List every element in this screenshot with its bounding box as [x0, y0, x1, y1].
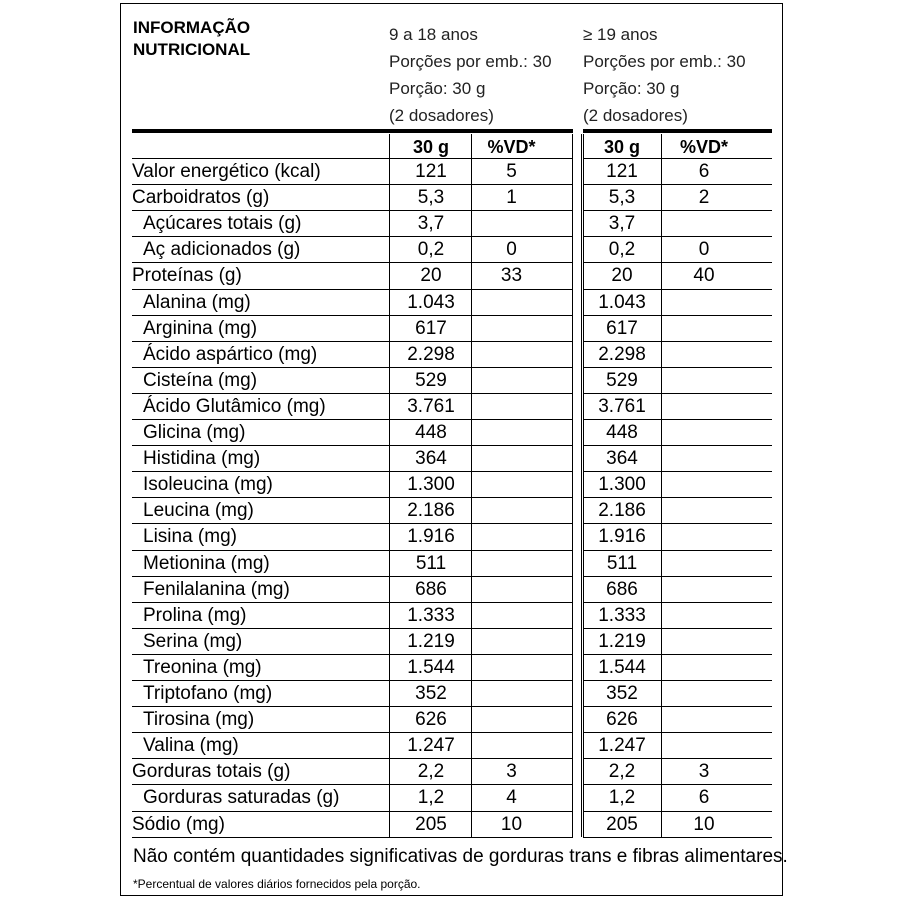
amount-cell: 1.219: [407, 631, 455, 652]
amount-cell: 2,2: [417, 761, 445, 782]
row-divider: [132, 289, 573, 290]
nutrient-label: Gorduras totais (g): [132, 761, 291, 782]
serving-info-9-18: [389, 21, 552, 129]
column-header: %VD*: [679, 137, 728, 157]
nutrient-label: Aç adicionados (g): [143, 239, 301, 260]
nutrient-label: Treonina (mg): [143, 657, 262, 678]
row-divider: [132, 393, 573, 394]
amount-cell: 1.247: [407, 735, 455, 756]
row-divider: [583, 680, 772, 681]
header-rule-right: [583, 129, 772, 133]
row-divider: [583, 393, 772, 394]
row-divider: [583, 732, 772, 733]
row-divider: [583, 262, 772, 263]
amount-cell: 205: [606, 814, 638, 835]
nutrition-facts-panel: [120, 3, 788, 896]
servings-per-package: Porções por emb.: 30: [389, 52, 552, 71]
nutrient-label: Serina (mg): [143, 631, 243, 652]
amount-cell: 1.544: [598, 657, 646, 678]
amount-cell: 2.186: [598, 500, 646, 521]
amount-cell: 1.300: [598, 474, 646, 495]
serving-measure: (2 dosadores): [583, 106, 688, 125]
dv-cell: 1: [506, 187, 517, 208]
amount-cell: 1.333: [598, 605, 646, 626]
amount-cell: 0,2: [608, 239, 636, 260]
amount-cell: 529: [606, 370, 638, 391]
nutrient-label: Arginina (mg): [143, 318, 258, 339]
row-divider: [583, 837, 772, 838]
row-divider: [132, 576, 573, 577]
row-divider: [583, 289, 772, 290]
column-divider: [389, 134, 390, 837]
nutrient-label: Carboidratos (g): [132, 187, 270, 208]
row-divider: [583, 628, 772, 629]
amount-cell: 448: [415, 422, 447, 443]
amount-cell: 3,7: [608, 213, 636, 234]
nutrient-label: Proteínas (g): [132, 265, 242, 286]
amount-cell: 20: [611, 265, 633, 286]
row-divider: [132, 184, 573, 185]
amount-cell: 2.298: [598, 344, 646, 365]
row-divider: [132, 445, 573, 446]
row-divider: [132, 628, 573, 629]
row-divider: [132, 497, 573, 498]
amount-cell: 20: [420, 265, 442, 286]
row-divider: [583, 210, 772, 211]
amount-cell: 1.916: [598, 526, 646, 547]
nutrient-label: Ácido aspártico (mg): [143, 344, 318, 365]
row-divider: [132, 236, 573, 237]
serving-size: Porção: 30 g: [583, 79, 680, 98]
nutrient-label: Gorduras saturadas (g): [143, 787, 340, 808]
row-divider: [132, 837, 573, 838]
amount-cell: 1,2: [417, 787, 445, 808]
row-divider: [132, 706, 573, 707]
dv-cell: 2: [698, 187, 710, 208]
nutrient-label: Glicina (mg): [143, 422, 246, 443]
dv-cell: 0: [506, 239, 517, 260]
nutrient-label: Alanina (mg): [143, 292, 251, 313]
row-divider: [583, 184, 772, 185]
amount-cell: 3.761: [407, 396, 455, 417]
row-divider: [132, 367, 573, 368]
row-divider: [132, 680, 573, 681]
row-divider: [132, 262, 573, 263]
amount-cell: 352: [415, 683, 447, 704]
dv-cell: 5: [506, 161, 517, 182]
amount-cell: 1.247: [598, 735, 646, 756]
dv-cell: 10: [500, 814, 523, 835]
row-divider: [583, 497, 772, 498]
amount-cell: 511: [415, 553, 447, 574]
dv-cell: 6: [698, 161, 710, 182]
amount-cell: 2.186: [407, 500, 455, 521]
column-header: 30 g: [603, 137, 641, 157]
servings-per-package: Porções por emb.: 30: [583, 52, 746, 71]
nutrient-label: Fenilalanina (mg): [143, 579, 290, 600]
amount-cell: 448: [606, 422, 638, 443]
row-divider: [132, 758, 573, 759]
row-divider: [583, 758, 772, 759]
amount-cell: 352: [606, 683, 638, 704]
daily-value-footnote: *Percentual de valores diários fornecidos pela porção.: [133, 877, 421, 891]
amount-cell: 511: [606, 553, 638, 574]
amount-cell: 2,2: [608, 761, 636, 782]
serving-info-19-plus: [583, 21, 746, 129]
serving-size: Porção: 30 g: [389, 79, 486, 98]
nutrient-label: Valor energético (kcal): [132, 161, 321, 182]
row-divider: [132, 784, 573, 785]
column-divider: [471, 134, 472, 837]
amount-cell: 205: [415, 814, 447, 835]
amount-cell: 686: [606, 579, 638, 600]
column-divider: [581, 134, 582, 837]
amount-cell: 626: [606, 709, 638, 730]
amount-cell: 617: [606, 318, 638, 339]
column-divider: [661, 134, 662, 837]
dv-cell: 4: [506, 787, 517, 808]
header-underline: [132, 158, 573, 159]
row-divider: [583, 550, 772, 551]
age-group-label: 9 a 18 anos: [389, 25, 478, 44]
row-divider: [132, 550, 573, 551]
amount-cell: 1.544: [407, 657, 455, 678]
row-divider: [132, 654, 573, 655]
column-header: 30 g: [412, 137, 450, 157]
row-divider: [132, 419, 573, 420]
row-divider: [132, 602, 573, 603]
nutrient-label: Prolina (mg): [143, 605, 247, 626]
amount-cell: 3,7: [417, 213, 445, 234]
nutrient-label: Histidina (mg): [143, 448, 261, 469]
trans-fat-fiber-note: Não contém quantidades significativas de gorduras trans e fibras alimentares.: [133, 846, 788, 867]
nutrient-label: Tirosina (mg): [143, 709, 255, 730]
row-divider: [132, 315, 573, 316]
amount-cell: 2.298: [407, 344, 455, 365]
nutrient-label: Cisteína (mg): [143, 370, 258, 391]
amount-cell: 617: [415, 318, 447, 339]
nutrient-label: Isoleucina (mg): [143, 474, 273, 495]
amount-cell: 5,3: [417, 187, 445, 208]
row-divider: [583, 784, 772, 785]
row-divider: [583, 419, 772, 420]
amount-cell: 0,2: [417, 239, 445, 260]
amount-cell: 121: [415, 161, 447, 182]
dv-cell: 6: [698, 787, 710, 808]
header-rule-left: [132, 129, 573, 133]
nutrient-label: Triptofano (mg): [143, 683, 273, 704]
dv-cell: 3: [698, 761, 710, 782]
row-divider: [132, 341, 573, 342]
nutrient-label: Ácido Glutâmico (mg): [143, 396, 326, 417]
table-title: [133, 17, 250, 61]
column-header: %VD*: [487, 137, 536, 157]
row-divider: [583, 523, 772, 524]
row-divider: [583, 367, 772, 368]
amount-cell: 364: [606, 448, 638, 469]
row-divider: [583, 811, 772, 812]
row-divider: [583, 602, 772, 603]
row-divider: [132, 523, 573, 524]
row-divider: [132, 811, 573, 812]
serving-measure: (2 dosadores): [389, 106, 494, 125]
row-divider: [583, 654, 772, 655]
amount-cell: 1,2: [608, 787, 636, 808]
dv-cell: 10: [693, 814, 715, 835]
dv-cell: 40: [693, 265, 715, 286]
row-divider: [132, 732, 573, 733]
row-divider: [583, 315, 772, 316]
row-divider: [583, 341, 772, 342]
amount-cell: 364: [415, 448, 447, 469]
title-line-2: NUTRICIONAL: [133, 40, 251, 59]
amount-cell: 686: [415, 579, 447, 600]
nutrient-label: Sódio (mg): [132, 814, 225, 835]
amount-cell: 1.043: [407, 292, 455, 313]
amount-cell: 121: [606, 161, 638, 182]
nutrient-label: Açúcares totais (g): [143, 213, 302, 234]
nutrient-label: Metionina (mg): [143, 553, 270, 574]
amount-cell: 1.043: [598, 292, 646, 313]
row-divider: [583, 471, 772, 472]
row-divider: [132, 471, 573, 472]
amount-cell: 1.916: [407, 526, 455, 547]
nutrient-label: Valina (mg): [143, 735, 239, 756]
amount-cell: 529: [415, 370, 447, 391]
amount-cell: 1.333: [407, 605, 455, 626]
age-group-label: ≥ 19 anos: [583, 25, 658, 44]
row-divider: [583, 236, 772, 237]
row-divider: [132, 210, 573, 211]
dv-cell: 33: [500, 265, 523, 286]
dv-cell: 3: [506, 761, 517, 782]
row-divider: [583, 706, 772, 707]
amount-cell: 5,3: [608, 187, 636, 208]
title-line-1: INFORMAÇÃO: [133, 18, 251, 37]
dv-cell: 0: [698, 239, 710, 260]
amount-cell: 626: [415, 709, 447, 730]
row-divider: [583, 445, 772, 446]
nutrient-label: Leucina (mg): [143, 500, 254, 521]
nutrient-label: Lisina (mg): [143, 526, 237, 547]
row-divider: [583, 576, 772, 577]
row-divider: [583, 158, 772, 159]
amount-cell: 1.300: [407, 474, 455, 495]
column-divider: [572, 134, 573, 837]
amount-cell: 1.219: [598, 631, 646, 652]
amount-cell: 3.761: [598, 396, 646, 417]
